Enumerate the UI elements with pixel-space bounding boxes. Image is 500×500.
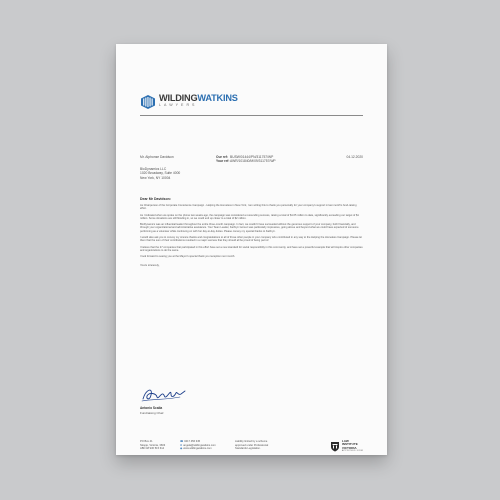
firm-subtitle: LAWYERS: [159, 103, 198, 108]
liability-line: Liability limited by a scheme: [235, 440, 268, 443]
recipient-address: [140, 167, 180, 180]
postal-line: Skopje, Victoria, 3603: [140, 443, 166, 447]
header-divider: [140, 115, 363, 116]
our-ref-value: BUSW/01444/PN/311757/WP: [230, 155, 274, 159]
email-icon: ✉: [180, 443, 183, 447]
letter-footer: [140, 440, 363, 454]
phone-icon: ☎: [180, 440, 184, 443]
liability-notice: [235, 440, 297, 451]
salutation: Dear Mr Davidson:: [140, 197, 171, 201]
body-paragraph: As I indicated when we spoke on the phone two weeks ago, the campaign was considered a resounding success, raising a total of $1.65 million to date, significantly exceeding our target of $1 million. Some donations are still flooding in, so we could end up closer to a total of $2 million.: [140, 213, 359, 220]
postal-line: PO Box 41: [140, 440, 153, 443]
reference-block: [216, 155, 276, 164]
institute-subtitle: APPROVED FIRM: [341, 450, 363, 453]
liability-line: approved under Professional: [235, 443, 269, 447]
recipient-name: Mr. Alphonse Davidson: [140, 155, 174, 159]
postal-line: ABN 48 936 515 614: [140, 447, 165, 451]
address-line: New York, NY 10004: [140, 175, 171, 180]
letter-body: [140, 197, 363, 267]
closing: Yours sincerely,: [140, 262, 160, 267]
signer-name: Antonio Scalia: [140, 406, 163, 410]
institute-name-line: LAW: [341, 439, 349, 443]
firm-emblem-icon: [140, 94, 156, 110]
our-ref-label: Our ref:: [216, 155, 229, 159]
law-institute-crest-icon: [330, 441, 340, 452]
firm-name-part2: WATKINS: [197, 93, 238, 103]
postal-address: [140, 440, 183, 451]
letter-date: 04.12.2020: [346, 155, 363, 159]
address-line: 1020 Broadway, Suite 4000: [140, 171, 181, 176]
letter-page: [116, 44, 387, 455]
liability-line: Standards Legislation.: [235, 447, 261, 451]
contact-web[interactable]: [180, 447, 235, 451]
address-line: BioDynamics LLC: [140, 167, 167, 171]
law-institute-badge: [330, 440, 363, 454]
handwritten-signature: [140, 384, 188, 404]
contact-details: [180, 440, 235, 451]
web-icon: ◉: [180, 447, 183, 451]
email-address: angela@wildingwatkins.com: [183, 443, 216, 447]
signer-title: Fundraising Chair: [140, 411, 164, 415]
institute-name-line: VICTORIA: [341, 445, 357, 450]
body-paragraph: BioDynamics was an influential leader throughout the entire three-month campaign. In fact, we couldn't have succeeded without the generous support of your company, both financially, and through your organizational and administrative assistance. Your Team Leader, Kathryn Gomez was particularly impressive, going above and beyond what we could have expected of someone performing as a volunteer while continuing on with her day-to-day duties. Please convey my special thanks to Kathryn.: [140, 223, 359, 233]
institute-name-line: INSTITUTE: [341, 442, 358, 447]
body-paragraph: I look forward to seeing you at the Mayor's special thank you reception next month.: [140, 255, 236, 259]
firm-name-part1: WILDING: [159, 93, 198, 103]
body-paragraph: As Chairperson of the Corporate Conscience Campaign - Helping the Homeless in New York, I am writing this to thank you personally for your company's support in last month's fund-raising effort.: [140, 204, 357, 211]
firm-name: [159, 94, 238, 103]
your-ref-value: AWR/101840/M/09/311757/WP: [230, 159, 276, 164]
body-paragraph: I would also ask you to convey my sincere thanks and congratulations to all of those other people in your company who contributed in any way to the Helping the Homeless Campaign. Please let them that the sum of their contributions resulted in a major success that they should all be proud of being part of.: [140, 236, 362, 243]
firm-logo: [140, 94, 238, 110]
website-url: www.wildingwatkins.com: [183, 447, 212, 451]
your-ref-label: Your ref:: [216, 159, 230, 164]
body-paragraph: I believe that the 27 companies that participated in this effort have set a new standard for social responsibility in this community, and have set a powerful example that will inspire other companies and organizations to do the same.: [140, 245, 363, 252]
phone-number: 0417 456 345: [184, 440, 201, 443]
